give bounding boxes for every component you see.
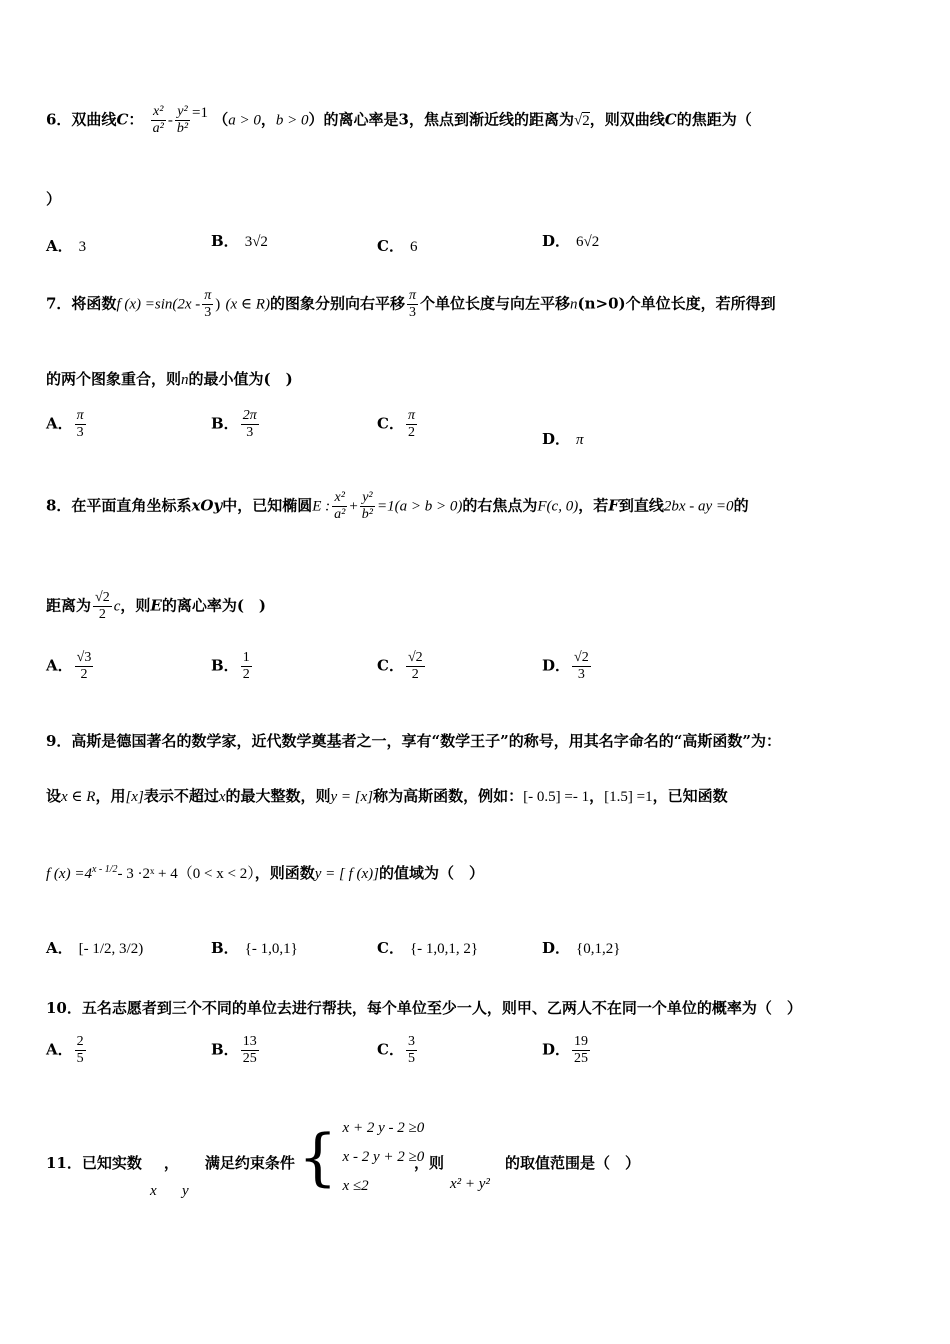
q8-line2 bbox=[46, 590, 266, 623]
option-fraction bbox=[241, 650, 252, 683]
option-label: D． bbox=[542, 939, 571, 957]
q7-frac-shift bbox=[407, 288, 418, 321]
option-label: C． bbox=[377, 237, 404, 255]
option-value: {- 1,0,1, 2} bbox=[409, 941, 479, 957]
frac-num: 1 bbox=[242, 650, 250, 665]
q9-f-lhs: f (x) =4 bbox=[46, 866, 92, 882]
q11-range: 的取值范围是（ ） bbox=[505, 1154, 641, 1172]
frac-den: 5 bbox=[407, 1051, 415, 1066]
option-fraction bbox=[241, 1034, 259, 1067]
option-label: D． bbox=[542, 232, 571, 250]
option-label: C． bbox=[377, 939, 404, 957]
q9-exponent: x - 1/2 bbox=[91, 864, 118, 875]
q8-f-var: F bbox=[608, 496, 619, 515]
option-value: {0,1,2} bbox=[576, 941, 621, 957]
q7-n-var-2: n bbox=[181, 372, 189, 388]
left-brace: { bbox=[298, 1120, 338, 1194]
q8-dist-frac bbox=[93, 590, 112, 623]
q9-line3 bbox=[46, 862, 484, 883]
q7-pi: π bbox=[204, 288, 212, 303]
option-fraction bbox=[406, 1034, 417, 1067]
q6-minus: - bbox=[167, 112, 173, 129]
option-label: C． bbox=[377, 1040, 404, 1059]
q9-example-1: [- 0.5] =- 1 bbox=[523, 789, 590, 805]
frac-den: 25 bbox=[242, 1051, 257, 1066]
q6-x2: x² bbox=[151, 104, 166, 121]
q7-three-2: 3 bbox=[408, 305, 416, 320]
option-label: A． bbox=[46, 237, 73, 255]
option-fraction bbox=[75, 408, 86, 441]
frac-den: 5 bbox=[76, 1051, 84, 1066]
option-label: A． bbox=[46, 414, 73, 433]
q8-text5: 的 bbox=[733, 496, 749, 515]
option-label: A． bbox=[46, 939, 73, 957]
option-value: 3√2 bbox=[244, 234, 268, 250]
frac-den: 3 bbox=[246, 425, 254, 440]
q7-line2b-text: 的最小值为( ) bbox=[188, 370, 293, 388]
q9-l2c: 表示不超过 bbox=[143, 787, 219, 805]
question-8 bbox=[46, 490, 749, 523]
q10-option-d[interactable] bbox=[542, 1034, 592, 1067]
q6-cond-close: ） bbox=[308, 110, 324, 129]
q7-lead: 7．将函数 bbox=[46, 294, 117, 313]
q7-func-lhs: f (x) =sin(2x - bbox=[116, 296, 201, 313]
q10-option-c[interactable] bbox=[377, 1034, 419, 1067]
q6-frac-x bbox=[151, 104, 166, 137]
q7-func-rhs: ) bbox=[215, 296, 221, 313]
q9-l2e: 称为高斯函数，例如： bbox=[373, 787, 524, 805]
option-value: 3 bbox=[78, 239, 87, 255]
q11-constraint-system bbox=[298, 1114, 424, 1201]
q7-three: 3 bbox=[204, 305, 212, 320]
q8-frac-y bbox=[360, 490, 375, 523]
q9-l3b: 的值域为（ ） bbox=[379, 864, 485, 882]
q6-text1: 的离心率是3，焦点到渐近线的距离为 bbox=[323, 110, 574, 129]
q6-colon: ： bbox=[128, 110, 144, 129]
q7-option-a[interactable] bbox=[46, 408, 88, 441]
q7-line2 bbox=[46, 368, 293, 389]
option-fraction bbox=[406, 650, 425, 683]
q11-then: ，则 bbox=[414, 1154, 445, 1172]
q9-option-d[interactable] bbox=[542, 937, 620, 958]
option-value: {- 1,0,1} bbox=[244, 941, 298, 957]
q9-option-b[interactable] bbox=[211, 937, 298, 958]
q6-lead: 6．双曲线 bbox=[46, 110, 117, 129]
q6-a2: a² bbox=[152, 121, 164, 136]
frac-den: 25 bbox=[574, 1051, 589, 1066]
frac-num: √3 bbox=[76, 650, 92, 665]
frac-den: 2 bbox=[407, 425, 415, 440]
frac-num: 2π bbox=[242, 408, 257, 423]
q6-y2: y² bbox=[175, 104, 190, 121]
q6-c-var-2: C bbox=[664, 110, 677, 129]
option-fraction bbox=[75, 650, 94, 683]
q6-c-var: C bbox=[116, 110, 129, 129]
option-label: A． bbox=[46, 656, 73, 675]
q9-l2d: 的最大整数，则 bbox=[225, 787, 331, 805]
question-9: 9．高斯是德国著名的数学家，近代数学奠基者之一，享有“数学王子”的称号，用其名字命名的“高斯函数”为： bbox=[46, 732, 781, 750]
q7-n-var: n bbox=[570, 296, 578, 313]
frac-num: 13 bbox=[242, 1034, 257, 1049]
constraint-1: x + 2 y - 2 ≥0 bbox=[342, 1120, 425, 1136]
q9-option-a[interactable] bbox=[46, 937, 143, 958]
q8-line2a: 距离为 bbox=[46, 596, 92, 615]
q6-option-c[interactable] bbox=[377, 235, 417, 256]
q6-text2: ，则双曲线 bbox=[589, 110, 665, 129]
option-label: C． bbox=[377, 414, 404, 433]
q6-text3: 的焦距为（ bbox=[676, 110, 752, 129]
q8-option-d[interactable] bbox=[542, 650, 593, 683]
q7-text3: 个单位长度，若所得到 bbox=[625, 294, 776, 313]
frac-num: 2 bbox=[76, 1034, 84, 1049]
q11-x: x bbox=[150, 1183, 157, 1199]
q7-n-cond: (n>0) bbox=[577, 294, 626, 313]
option-label: B． bbox=[211, 1040, 239, 1059]
constraint-2: x - 2 y + 2 ≥0 bbox=[342, 1149, 425, 1165]
q6-cond-sep: ， bbox=[260, 110, 276, 129]
option-label: D． bbox=[542, 1040, 571, 1059]
option-fraction bbox=[572, 650, 591, 683]
q8-text3: ，若 bbox=[578, 496, 609, 515]
constraint-3: x ≤2 bbox=[342, 1178, 369, 1194]
question-10: 10．五名志愿者到三个不同的单位去进行帮扶，每个单位至少一人，则甲、乙两人不在同一个单位的概率为（ ） bbox=[46, 999, 802, 1017]
q9-f-rest: - 3 ·2ˣ + 4 bbox=[117, 866, 178, 882]
q8-e-var: E bbox=[150, 596, 162, 615]
option-label: C． bbox=[377, 656, 404, 675]
q6-sqrt2-arg: 2 bbox=[582, 112, 590, 129]
q11-lead: 11．已知实数 bbox=[46, 1154, 142, 1172]
q9-l2g: ，已知函数 bbox=[652, 787, 728, 805]
frac-den: 2 bbox=[242, 667, 250, 682]
frac-num: √2 bbox=[574, 650, 589, 665]
q9-l2a: 设 bbox=[46, 787, 62, 805]
option-label: B． bbox=[211, 656, 239, 675]
q7-text2: 个单位长度与向左平移 bbox=[419, 294, 570, 313]
q7-frac-pi3 bbox=[202, 288, 213, 321]
option-label: A． bbox=[46, 1040, 73, 1059]
q9-l3a: ，则函数 bbox=[254, 864, 315, 882]
q6-b2: b² bbox=[176, 121, 189, 136]
q8-option-b[interactable] bbox=[211, 650, 254, 683]
q8-lead: 8．在平面直角坐标系 bbox=[46, 496, 192, 515]
q9-l2b: ，用 bbox=[95, 787, 126, 805]
q7-line2-text: 的两个图象重合，则 bbox=[46, 370, 182, 388]
q10-option-b[interactable] bbox=[211, 1034, 261, 1067]
option-label: B． bbox=[211, 232, 239, 250]
q11-sep: ， bbox=[163, 1154, 179, 1172]
q8-option-a[interactable] bbox=[46, 650, 95, 683]
frac-den: 3 bbox=[577, 667, 585, 682]
q10-option-a[interactable] bbox=[46, 1034, 88, 1067]
option-label: D． bbox=[542, 656, 571, 675]
option-label: B． bbox=[211, 414, 239, 433]
q8-line2b: ，则 bbox=[120, 596, 151, 615]
q8-frac-x bbox=[332, 490, 347, 523]
q8-e-lhs: E : bbox=[312, 498, 331, 515]
q6-cond-a: a > 0 bbox=[228, 112, 261, 129]
q11-text1: 满足约束条件 bbox=[204, 1154, 295, 1172]
q6-close: ） bbox=[46, 190, 62, 208]
q11-expr: x² + y² bbox=[450, 1176, 490, 1192]
q8-option-c[interactable] bbox=[377, 650, 427, 683]
option-value: 6 bbox=[409, 239, 418, 255]
option-fraction bbox=[75, 1034, 86, 1067]
option-value: [- 1/2, 3/2) bbox=[78, 941, 144, 957]
q8-line-eq: 2bx - ay =0 bbox=[663, 498, 734, 515]
option-label: B． bbox=[211, 939, 239, 957]
frac-num: π bbox=[407, 408, 415, 423]
q8-dist-num: √2 bbox=[95, 590, 110, 605]
q9-cond: （0 < x < 2） bbox=[177, 866, 255, 882]
q6-cond-open: （ bbox=[213, 110, 229, 129]
frac-den: 2 bbox=[411, 667, 419, 682]
constraint-list bbox=[343, 1114, 425, 1201]
frac-den: 3 bbox=[76, 425, 84, 440]
frac-den: 2 bbox=[80, 667, 88, 682]
q7-domain: (x ∈ R) bbox=[225, 296, 270, 313]
q6-cond-b: b > 0 bbox=[275, 112, 309, 129]
q7-option-b[interactable] bbox=[211, 408, 261, 441]
q8-xoy: xOy bbox=[191, 496, 223, 515]
q8-plus: + bbox=[349, 498, 358, 515]
q9-y-eq: y = [x] bbox=[330, 789, 374, 805]
q7-text1: 的图象分别向右平移 bbox=[269, 294, 405, 313]
q9-option-c[interactable] bbox=[377, 937, 478, 958]
frac-num: 19 bbox=[574, 1034, 589, 1049]
question-7 bbox=[46, 288, 776, 321]
q9-x: x bbox=[218, 789, 226, 805]
q9-xr: x ∈ R bbox=[61, 789, 96, 805]
option-value: π bbox=[576, 432, 584, 448]
q8-dist-c: c bbox=[113, 598, 121, 615]
q6-option-b[interactable] bbox=[211, 230, 268, 251]
q7-option-d[interactable] bbox=[542, 428, 584, 449]
q6-frac-y bbox=[175, 104, 190, 137]
q9-l2f: ， bbox=[589, 787, 605, 805]
q9-example-2: [1.5] =1 bbox=[604, 789, 653, 805]
option-fraction bbox=[241, 408, 259, 441]
frac-num: √2 bbox=[407, 650, 423, 665]
q6-sqrt2: √2 bbox=[574, 112, 590, 129]
q8-dist-den: 2 bbox=[98, 607, 106, 622]
q6-option-d[interactable] bbox=[542, 230, 599, 251]
question-6 bbox=[46, 104, 752, 137]
option-label: D． bbox=[542, 430, 571, 448]
q8-b2: b² bbox=[361, 507, 373, 522]
q8-y2: y² bbox=[360, 490, 375, 507]
q9-line2 bbox=[46, 785, 728, 806]
q8-text1: 中，已知椭圆 bbox=[222, 496, 313, 515]
q7-pi-2: π bbox=[408, 288, 416, 303]
frac-num: 3 bbox=[407, 1034, 415, 1049]
q8-a2: a² bbox=[334, 507, 346, 522]
q8-rhs: =1(a > b > 0) bbox=[377, 498, 463, 515]
option-fraction bbox=[572, 1034, 590, 1067]
q8-text2: 的右焦点为 bbox=[462, 496, 538, 515]
frac-num: π bbox=[76, 408, 84, 423]
q9-y-floor: y = [ f (x)] bbox=[314, 866, 379, 882]
q8-line2c: 的离心率为( ) bbox=[161, 596, 267, 615]
question-11 bbox=[46, 1152, 295, 1173]
option-fraction bbox=[406, 408, 417, 441]
q7-option-c[interactable] bbox=[377, 408, 419, 441]
q8-focus: F(c, 0) bbox=[537, 498, 579, 515]
q6-rhs: =1 bbox=[192, 104, 209, 121]
q11-y: y bbox=[182, 1183, 189, 1199]
q8-x2: x² bbox=[332, 490, 347, 507]
q6-option-a[interactable] bbox=[46, 235, 86, 256]
option-value: 6√2 bbox=[576, 234, 600, 250]
q8-text4: 到直线 bbox=[618, 496, 664, 515]
q9-bracket-x: [x] bbox=[125, 789, 144, 805]
